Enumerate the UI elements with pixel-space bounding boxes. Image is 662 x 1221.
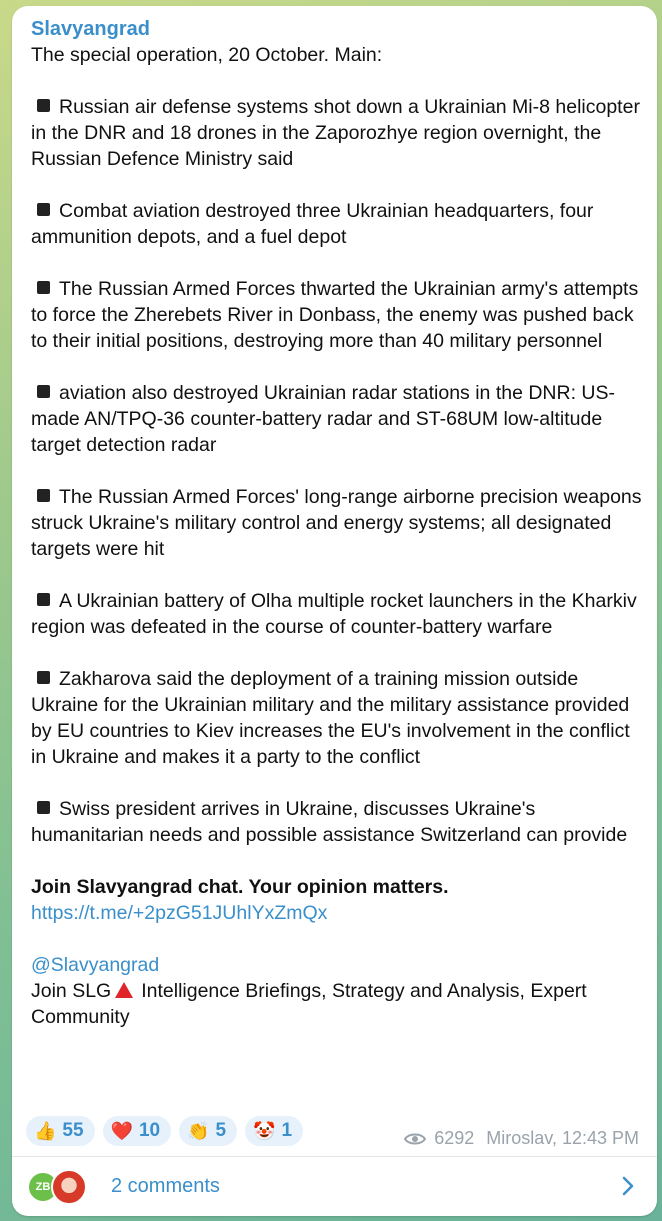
post-intro: The special operation, 20 October. Main: [31, 44, 383, 66]
avatar: ZB [27, 1171, 59, 1203]
author-time: Miroslav, 12:43 PM [486, 1128, 639, 1148]
news-item [31, 94, 643, 172]
news-item-text: Combat aviation destroyed three Ukrainian headquarters, four ammunition depots, and a fuel depot [31, 200, 594, 248]
news-item [31, 380, 643, 458]
reaction-clap[interactable] [179, 1116, 237, 1146]
chat-invite-link[interactable]: https://t.me/+2pzG51JUhlYxZmQx [31, 902, 328, 924]
bullet-square-icon [37, 281, 50, 294]
channel-name[interactable]: Slavyangrad [31, 18, 150, 40]
join-chat-text: Join Slavyangrad chat. Your opinion matters. [31, 876, 449, 898]
reaction-count: 1 [281, 1120, 293, 1141]
reactions-bar [26, 1116, 303, 1146]
news-item-text: Swiss president arrives in Ukraine, discusses Ukraine's humanitarian needs and possible assistance Switzerland can provide [31, 798, 628, 846]
news-list [31, 94, 643, 848]
message-content [31, 16, 643, 1030]
bullet-square-icon [37, 99, 50, 112]
news-item-text: aviation also destroyed Ukrainian radar stations in the DNR: US-made AN/TPQ-36 counter-battery radar and ST-68UM low-altitude target detection radar [31, 382, 616, 456]
reaction-clown[interactable] [245, 1116, 303, 1146]
news-item [31, 588, 643, 640]
eye-icon [404, 1132, 426, 1146]
bullet-square-icon [37, 593, 50, 606]
reaction-thumbs-up[interactable] [26, 1116, 95, 1146]
news-item-text: Zakharova said the deployment of a training mission outside Ukraine for the Ukrainian military and the military assistance provided by EU countries to Kiev increases the EU's involvement in the conflict in Ukraine and makes it a party to the conflict [31, 668, 630, 768]
comments-label: 2 comments [111, 1175, 220, 1197]
message-meta [404, 1128, 639, 1149]
promo-text [31, 978, 643, 1030]
news-item-text: Russian air defense systems shot down a Ukrainian Mi-8 helicopter in the DNR and 18 drones in the Zaporozhye region overnight, the Russian Defence Ministry said [31, 96, 640, 170]
channel-handle-link[interactable]: @Slavyangrad [31, 954, 160, 976]
red-triangle-icon [115, 982, 133, 998]
bullet-square-icon [37, 801, 50, 814]
news-item [31, 666, 643, 770]
news-item [31, 276, 643, 354]
promo-suffix: Intelligence Briefings, Strategy and Analysis, Expert Community [31, 980, 587, 1028]
news-item-text: A Ukrainian battery of Olha multiple rocket launchers in the Kharkiv region was defeated in the course of counter-battery warfare [31, 590, 637, 638]
avatar [51, 1169, 87, 1205]
reaction-count: 5 [215, 1120, 227, 1141]
heart-icon: ❤️ [110, 1121, 133, 1141]
reaction-heart[interactable] [103, 1116, 172, 1146]
news-item [31, 796, 643, 848]
news-item [31, 198, 643, 250]
reaction-count: 55 [62, 1120, 84, 1141]
commenter-avatars [27, 1169, 97, 1205]
news-item [31, 484, 643, 562]
promo-prefix: Join SLG [31, 980, 112, 1002]
bullet-square-icon [37, 489, 50, 502]
chevron-right-icon [621, 1175, 635, 1197]
message-bubble [12, 6, 657, 1216]
news-item-text: The Russian Armed Forces' long-range airborne precision weapons struck Ukraine's military control and energy systems; all designated targets were hit [31, 486, 642, 560]
reaction-count: 10 [138, 1120, 161, 1141]
bullet-square-icon [37, 385, 50, 398]
bullet-square-icon [37, 671, 50, 684]
view-count: 6292 [434, 1128, 475, 1148]
bullet-square-icon [37, 203, 50, 216]
clapping-hands-icon: 👏 [187, 1121, 210, 1141]
thumbs-up-icon: 👍 [34, 1121, 57, 1141]
comments-button[interactable] [12, 1157, 657, 1216]
news-item-text: The Russian Armed Forces thwarted the Ukrainian army's attempts to force the Zherebets River in Donbass, the enemy was pushed back to their initial positions, destroying more than 40 military personnel [31, 278, 639, 352]
clown-face-icon: 🤡 [253, 1121, 276, 1141]
